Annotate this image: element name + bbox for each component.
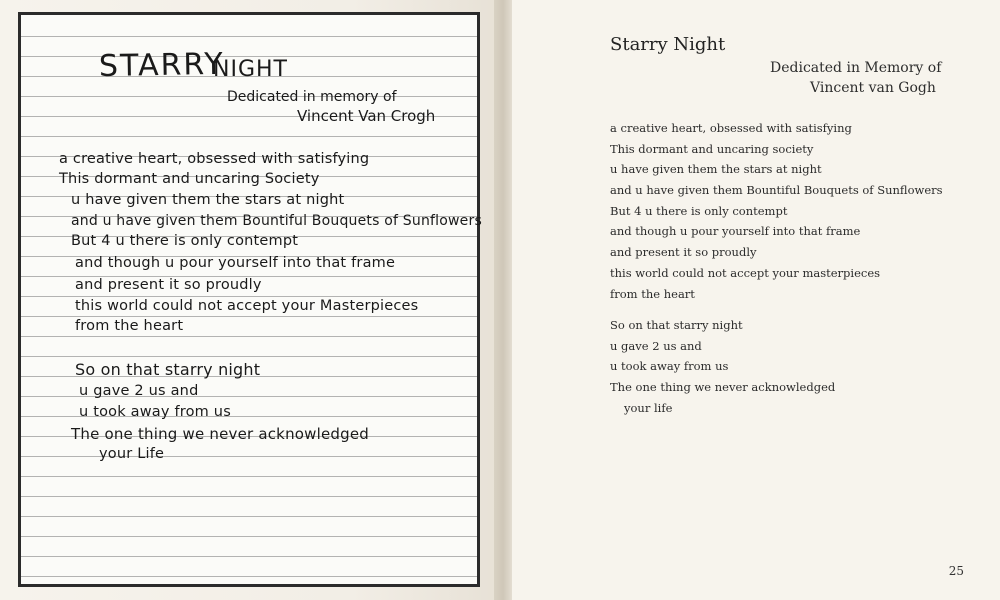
handwritten-line: this world could not accept your Masterpieces bbox=[75, 298, 419, 314]
poem-stanza-1 bbox=[610, 118, 943, 304]
handwritten-line: and present it so proudly bbox=[75, 277, 262, 293]
handwritten-line: a creative heart, obsessed with satisfying bbox=[59, 151, 370, 167]
poem-stanza-2 bbox=[610, 315, 835, 418]
poem-line: The one thing we never acknowledged bbox=[610, 380, 836, 395]
book-gutter bbox=[494, 0, 512, 600]
handwritten-line: from the heart bbox=[75, 318, 184, 334]
dedication-line2: Vincent van Gogh bbox=[810, 80, 936, 96]
handwritten-line: This dormant and uncaring Society bbox=[59, 171, 320, 187]
poem-line: This dormant and uncaring society bbox=[610, 141, 814, 156]
poem-line: and though u pour yourself into that frame bbox=[610, 224, 861, 239]
handwritten-dedication-line2: Vincent Van Crogh bbox=[297, 107, 436, 125]
poem-title: Starry Night bbox=[610, 34, 726, 55]
handwritten-line: u have given them the stars at night bbox=[71, 192, 345, 208]
poem-line: and u have given them Bountiful Bouquets of Sunflowers bbox=[610, 183, 943, 198]
handwritten-title-starry: STARRY bbox=[98, 46, 225, 84]
page-number: 25 bbox=[948, 564, 964, 578]
handwritten-line: u took away from us bbox=[79, 404, 231, 420]
handwritten-line: So on that starry night bbox=[75, 360, 261, 379]
handwritten-line: and though u pour yourself into that frame bbox=[75, 255, 396, 271]
poem-line: u took away from us bbox=[610, 359, 729, 374]
handwritten-line: u gave 2 us and bbox=[79, 383, 199, 399]
handwritten-line: The one thing we never acknowledged bbox=[71, 425, 370, 443]
handwritten-dedication-line1: Dedicated in memory of bbox=[227, 89, 397, 105]
poem-line: and present it so proudly bbox=[610, 245, 757, 260]
poem-line: u gave 2 us and bbox=[610, 338, 702, 353]
poem-line: your life bbox=[624, 400, 673, 415]
handwritten-notebook-page bbox=[18, 12, 480, 587]
handwritten-line: and u have given them Bountiful Bouquets of Sunflowers bbox=[71, 213, 482, 229]
poem-line: u have given them the stars at night bbox=[610, 162, 822, 177]
poem-line: this world could not accept your masterpieces bbox=[610, 265, 881, 280]
dedication-line1: Dedicated in Memory of bbox=[770, 60, 942, 76]
handwritten-line: your Life bbox=[99, 446, 165, 462]
poem-line: a creative heart, obsessed with satisfying bbox=[610, 121, 852, 135]
poem-line: from the heart bbox=[610, 286, 695, 301]
poem-line: But 4 u there is only contempt bbox=[610, 203, 788, 218]
right-page bbox=[512, 0, 1000, 600]
poem-line: So on that starry night bbox=[610, 318, 743, 332]
handwritten-line: But 4 u there is only contempt bbox=[71, 233, 299, 249]
handwritten-title-night: NIGHT bbox=[213, 57, 288, 82]
